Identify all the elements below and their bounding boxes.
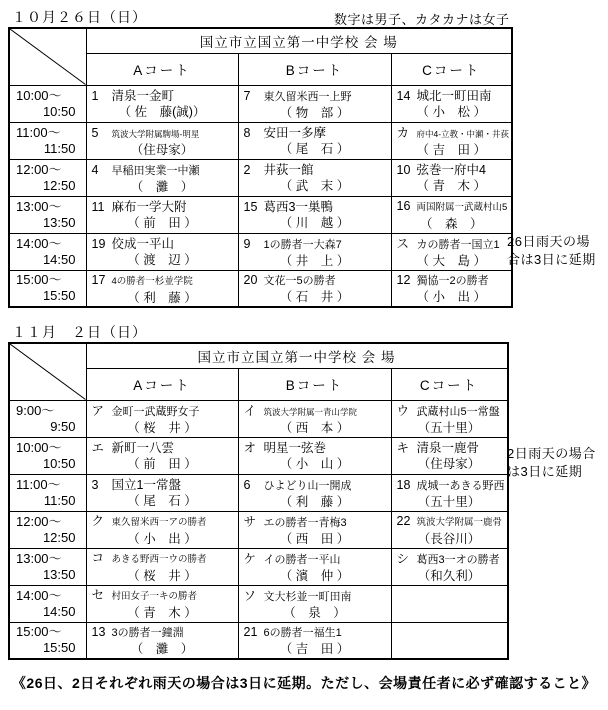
time-start: 15:00～	[16, 272, 62, 288]
match-line	[392, 512, 507, 531]
time-slot	[9, 122, 86, 159]
match-number: 17	[91, 272, 106, 287]
date-label-oct26: １０月２６日（日）	[12, 9, 147, 25]
match-number: 11	[91, 200, 105, 214]
match-number: コ	[91, 551, 105, 565]
header-row-2	[12, 322, 608, 342]
match-cell	[238, 474, 391, 511]
time-slot	[9, 159, 86, 196]
match-number: ウ	[396, 403, 410, 418]
match-cell	[238, 400, 391, 437]
match-pairing: ひよどり山一開成	[263, 479, 352, 492]
time-slot	[9, 622, 86, 659]
match-pairing: 筑波大学附属駒場-明星	[111, 128, 200, 139]
court-header-a: Aコート	[86, 368, 238, 400]
time-start: 13:00～	[16, 198, 62, 214]
match-pairing: エの勝者一青梅3	[263, 516, 347, 529]
time-start: 15:00～	[16, 624, 62, 640]
referee-name: （ 吉 田 ）	[416, 142, 486, 157]
match-pairing: カの勝者一国立1	[416, 238, 500, 251]
match-line	[239, 87, 391, 105]
match-number: サ	[243, 514, 257, 529]
referee-name: （ 濱 仲 ）	[279, 568, 350, 583]
time-end: 11:50	[43, 140, 76, 156]
diagonal-corner-cell	[9, 343, 86, 400]
match-number: 14	[396, 89, 411, 103]
match-line	[392, 271, 512, 289]
time-start: 13:00～	[16, 550, 62, 566]
match-pairing: 麻布一学大附	[111, 200, 187, 214]
empty-cell	[391, 622, 508, 659]
time-end: 14:50	[42, 251, 76, 267]
match-cell	[86, 474, 238, 511]
referee-name: （ 青 木 ）	[416, 179, 486, 193]
time-start: 11:00～	[16, 124, 61, 140]
match-number: 21	[243, 625, 258, 640]
match-pairing: 清泉一鹿骨	[416, 441, 480, 455]
match-cell	[391, 233, 512, 270]
match-pairing: 獨協一2の勝者	[416, 275, 489, 288]
match-number: 16	[396, 199, 411, 213]
match-pairing: 文大杉並一町田南	[263, 590, 352, 603]
rain-note-oct26: 26日雨天の場合は3日に延期	[507, 234, 596, 268]
referee-name: （ 吉 田 ）	[279, 642, 350, 657]
match-pairing: 筑波大学附属一青山学院	[263, 406, 358, 417]
match-cell	[238, 85, 391, 122]
match-number: ス	[396, 236, 410, 251]
match-cell	[391, 196, 512, 233]
match-pairing: 佼成一平山	[111, 237, 175, 251]
match-cell	[238, 159, 391, 196]
match-pairing: 両国附属一武蔵村山5	[416, 202, 508, 213]
match-cell	[86, 122, 238, 159]
match-cell	[238, 196, 391, 233]
referee-name: （ 石 井 ）	[279, 290, 350, 305]
referee-name: （住母家）	[130, 142, 194, 157]
time-start: 12:00～	[16, 161, 62, 177]
venue-header: 国立市立国立第一中学校 会 場	[86, 343, 508, 368]
referee-name: （ 桜 井 ）	[127, 569, 197, 583]
match-pairing: 文花一5の勝者	[263, 275, 336, 288]
match-line	[87, 439, 238, 456]
match-number: ケ	[243, 551, 257, 566]
referee-name: （ 森 ）	[420, 217, 483, 231]
match-pairing: 成城一あきる野西	[416, 479, 505, 492]
table-row	[9, 196, 512, 233]
schedule-table-oct26	[8, 27, 513, 308]
match-cell	[238, 622, 391, 659]
match-number: 22	[396, 514, 411, 528]
table-row	[9, 233, 512, 270]
match-line	[239, 439, 391, 456]
match-pairing: 国立1一常盤	[111, 478, 181, 492]
match-number: エ	[91, 441, 105, 455]
match-number: 12	[396, 273, 411, 288]
match-cell	[86, 437, 238, 474]
table-row	[9, 474, 508, 511]
match-number: 8	[243, 126, 251, 140]
referee-name: （ 桜 井 ）	[127, 420, 197, 435]
referee-name: （ 前 田 ）	[127, 457, 197, 471]
referee-name: （ 尾 石 ）	[279, 142, 350, 156]
time-slot	[9, 437, 86, 474]
rain-note-nov2: 2日雨天の場合は3日に延期	[507, 446, 596, 480]
time-start: 10:00～	[16, 439, 62, 455]
referee-name: （ 小 松 ）	[416, 105, 486, 119]
court-header-b: Bコート	[238, 368, 391, 400]
match-line	[392, 197, 512, 216]
match-number: ク	[91, 514, 105, 528]
time-slot	[9, 85, 86, 122]
header-row-1	[12, 7, 608, 27]
footer-note: 《26日、2日それぞれ雨天の場合は3日に延期。ただし、会場責任者に必ず確認すること》	[11, 675, 597, 691]
match-cell	[391, 548, 508, 585]
match-line	[392, 402, 507, 420]
match-line	[392, 161, 512, 178]
match-cell	[391, 511, 508, 548]
time-end: 10:50	[42, 103, 76, 119]
match-number: 3	[91, 478, 99, 492]
match-line	[392, 87, 512, 104]
match-pairing: 井荻一館	[263, 163, 314, 177]
diagonal-corner-cell	[9, 28, 86, 85]
match-pairing: 1の勝者一大森7	[263, 238, 342, 251]
match-line	[87, 87, 238, 104]
match-number: 20	[243, 273, 258, 288]
court-header-c: Cコート	[391, 368, 508, 400]
match-number: 19	[91, 237, 106, 251]
referee-name: （ 青 木 ）	[127, 606, 197, 620]
match-cell	[391, 122, 512, 159]
time-start: 12:00～	[16, 513, 62, 529]
empty-cell	[391, 585, 508, 622]
match-line	[87, 161, 238, 179]
match-pairing: 葛西3一オの勝者	[416, 553, 500, 566]
referee-name: （ 井 上 ）	[279, 253, 350, 268]
match-pairing: 城北一町田南	[416, 89, 492, 103]
table-row	[9, 511, 508, 548]
match-line	[87, 235, 238, 252]
court-header-b: Bコート	[238, 53, 391, 85]
referee-name: （五十里）	[417, 420, 481, 435]
match-number: 15	[243, 200, 258, 214]
table-row	[9, 400, 508, 437]
match-cell	[238, 585, 391, 622]
venue-header: 国立市立国立第一中学校 会 場	[86, 28, 512, 53]
time-end: 15:50	[42, 640, 76, 656]
referee-name: （ 小 出 ）	[416, 290, 486, 305]
match-cell	[238, 233, 391, 270]
match-pairing: 金町一武蔵野女子	[111, 405, 200, 418]
table-row	[9, 159, 512, 196]
referee-name: （ 利 藤 ）	[279, 494, 350, 509]
referee-name: （ 尾 石 ）	[127, 494, 197, 508]
table-row	[9, 270, 512, 307]
match-line	[392, 550, 507, 568]
match-number: 13	[91, 625, 106, 640]
match-cell	[86, 233, 238, 270]
match-pairing: 4の勝者一杉並学院	[111, 275, 193, 287]
table-row	[9, 437, 508, 474]
match-number: 10	[396, 163, 411, 177]
match-number: 1	[91, 89, 99, 103]
time-start: 14:00～	[16, 235, 62, 251]
match-line	[239, 513, 391, 531]
match-pairing: 東久留米西一上野	[263, 90, 352, 103]
referee-name: （ 前 田 ）	[127, 216, 197, 230]
court-header-c: Cコート	[391, 53, 512, 85]
court-header-a: Aコート	[86, 53, 238, 85]
match-cell	[391, 159, 512, 196]
referee-name: （ 小 出 ）	[127, 532, 197, 546]
match-line	[87, 124, 238, 142]
match-line	[87, 271, 238, 290]
match-pairing: 安田一多摩	[263, 126, 327, 140]
time-start: 11:00～	[16, 476, 61, 492]
referee-name: （ 利 藤 ）	[127, 290, 197, 305]
match-line	[239, 402, 391, 420]
match-number: 18	[396, 477, 411, 492]
match-line	[392, 439, 507, 456]
time-end: 11:50	[43, 492, 76, 508]
diagonal-line-icon	[10, 344, 86, 400]
match-line	[87, 623, 238, 641]
match-pairing: 武蔵村山5一常盤	[416, 405, 500, 418]
match-pairing: 筑波大学附属一鹿骨	[416, 517, 503, 528]
match-number: キ	[396, 441, 410, 455]
date-label-nov2: １１月 ２日（日）	[12, 324, 147, 340]
match-pairing: 早稲田実業一中瀬	[111, 164, 200, 177]
referee-name: （長谷川）	[417, 532, 481, 546]
match-number: ア	[91, 403, 105, 418]
match-pairing: 東久留米西一アの勝者	[111, 517, 207, 528]
time-slot	[9, 548, 86, 585]
time-slot	[9, 511, 86, 548]
legend-note: 数字は男子、カタカナは女子	[334, 12, 510, 27]
match-line	[87, 402, 238, 420]
match-pairing: 府中4-立教・中瀬・井荻	[416, 128, 510, 139]
referee-name: （ 西 田 ）	[279, 531, 350, 546]
table-row	[9, 122, 512, 159]
table-wrap-oct26	[8, 27, 608, 308]
match-pairing: 6の勝者一福生1	[263, 627, 342, 640]
match-number: 2	[243, 163, 251, 177]
match-pairing: 新町一八雲	[111, 441, 175, 455]
time-slot	[9, 196, 86, 233]
time-end: 15:50	[42, 288, 76, 304]
match-cell	[86, 622, 238, 659]
match-line	[392, 476, 507, 494]
match-cell	[238, 122, 391, 159]
referee-name: （ 灘 ）	[130, 642, 194, 657]
schedule-table-nov2	[8, 342, 509, 660]
referee-name: （ 灘 ）	[130, 179, 194, 194]
time-start: 14:00～	[16, 587, 62, 603]
referee-name: （ 物 部 ）	[279, 105, 350, 120]
match-number: シ	[396, 551, 410, 566]
match-line	[87, 549, 238, 568]
referee-name: （ 小 山 ）	[279, 457, 350, 471]
time-end: 13:50	[42, 214, 76, 230]
match-cell	[238, 548, 391, 585]
time-end: 13:50	[42, 566, 76, 582]
time-slot	[9, 233, 86, 270]
match-cell	[86, 196, 238, 233]
match-line	[239, 623, 391, 641]
match-line	[239, 550, 391, 568]
referee-name: （和久利）	[417, 568, 481, 583]
match-cell	[391, 400, 508, 437]
referee-name: （住母家）	[417, 457, 481, 471]
match-pairing: 弦巻一府中4	[416, 163, 486, 177]
match-cell	[391, 474, 508, 511]
match-pairing: イの勝者一平山	[263, 553, 341, 566]
time-slot	[9, 474, 86, 511]
referee-name: （ 泉 ）	[283, 605, 346, 620]
match-cell	[86, 511, 238, 548]
referee-name: （ 西 本 ）	[279, 420, 350, 435]
match-line	[87, 198, 238, 215]
time-end: 9:50	[50, 418, 76, 434]
time-end: 14:50	[42, 603, 76, 619]
match-line	[239, 476, 391, 494]
match-cell	[391, 270, 512, 307]
match-pairing: 3の勝者一鐘淵	[111, 627, 184, 640]
match-number: セ	[91, 588, 105, 602]
match-number: 6	[243, 477, 251, 492]
match-line	[239, 198, 391, 215]
match-pairing: 清泉一金町	[111, 89, 175, 103]
match-cell	[238, 437, 391, 474]
match-line	[87, 476, 238, 493]
table-row	[9, 622, 508, 659]
time-end: 12:50	[42, 177, 76, 193]
match-cell	[391, 437, 508, 474]
match-number: 5	[91, 125, 99, 140]
match-line	[239, 161, 391, 178]
referee-name: （ 川 越 ）	[279, 216, 350, 230]
referee-name: （ 武 末 ）	[279, 179, 350, 193]
match-number: 9	[243, 236, 251, 251]
match-line	[239, 587, 391, 605]
match-number: カ	[396, 125, 410, 140]
match-pairing: 葛西3一巣鴨	[263, 200, 333, 214]
match-pairing: 村田女子一キの勝者	[111, 591, 198, 602]
match-pairing: あきる野西一ウの勝者	[111, 554, 207, 565]
table-row	[9, 548, 508, 585]
match-pairing: 明星一弦巻	[263, 441, 327, 455]
match-line	[87, 586, 238, 605]
match-line	[239, 124, 391, 141]
match-cell	[86, 159, 238, 196]
referee-name: （ 渡 辺 ）	[127, 253, 197, 267]
match-line	[87, 512, 238, 531]
match-cell	[86, 548, 238, 585]
match-cell	[86, 400, 238, 437]
time-slot	[9, 270, 86, 307]
time-start: 9:00～	[16, 402, 55, 418]
time-end: 10:50	[42, 455, 76, 471]
time-start: 10:00～	[16, 87, 62, 103]
referee-name: （ 佐 藤(誠)）	[118, 105, 206, 119]
match-line	[239, 235, 391, 253]
match-number: 4	[91, 162, 99, 177]
match-number: ソ	[243, 588, 257, 603]
match-cell	[391, 85, 512, 122]
diagonal-line-icon	[10, 29, 86, 85]
referee-name: （ 大 島 ）	[416, 253, 486, 268]
referee-name: （五十里）	[417, 494, 481, 509]
spacer	[0, 308, 608, 322]
match-cell	[238, 270, 391, 307]
match-number: イ	[243, 403, 257, 418]
time-end: 12:50	[42, 529, 76, 545]
match-cell	[238, 511, 391, 548]
table-row	[9, 585, 508, 622]
table-row	[9, 85, 512, 122]
match-line	[392, 235, 512, 253]
match-number: 7	[243, 88, 251, 103]
time-slot	[9, 585, 86, 622]
table-wrap-nov2	[8, 342, 608, 660]
time-slot	[9, 400, 86, 437]
match-cell	[86, 585, 238, 622]
match-line	[392, 124, 512, 142]
match-cell	[86, 85, 238, 122]
match-line	[239, 271, 391, 289]
match-cell	[86, 270, 238, 307]
match-number: オ	[243, 441, 257, 455]
